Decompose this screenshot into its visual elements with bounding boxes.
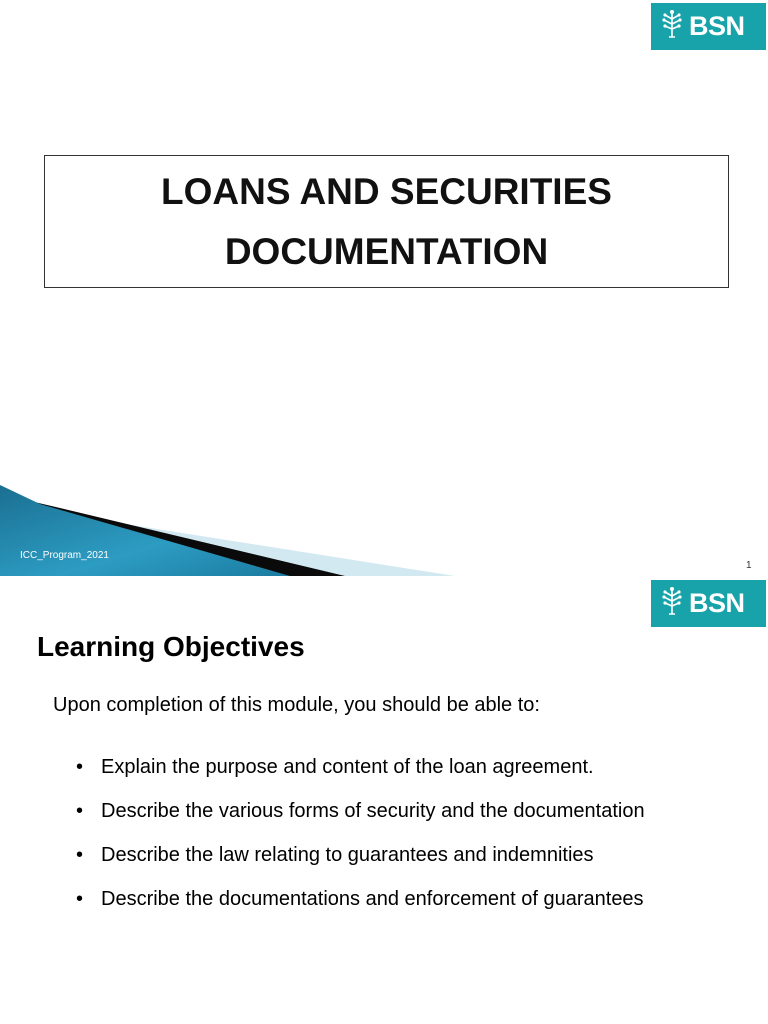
slide-heading: Learning Objectives [37,631,305,662]
footer-swoosh [0,480,768,576]
tree-icon [661,9,683,44]
page-number: 1 [746,560,752,571]
tree-icon [661,586,683,621]
logo-text: BSN [689,588,745,618]
intro-text: Upon completion of this module, you should be able to: [53,694,540,716]
title-line: DOCUMENTATION [224,230,549,272]
objectives-list [76,752,722,928]
footer-text: ICC_Program_2021 [20,550,109,561]
list-item: • Explain the purpose and content of the loan agreement. [76,752,722,782]
list-item: • Describe the documentations and enforcement of guarantees [76,884,722,914]
logo-text: BSN [689,11,745,41]
list-item: • Describe the various forms of security and the documentation [76,796,722,826]
bsn-logo [651,580,766,627]
bsn-logo [651,3,766,50]
title-box [44,155,729,288]
list-item: • Describe the law relating to guarantees and indemnities [76,840,722,870]
slide-2 [0,576,768,1024]
title-line: LOANS AND SECURITIES [161,170,612,212]
